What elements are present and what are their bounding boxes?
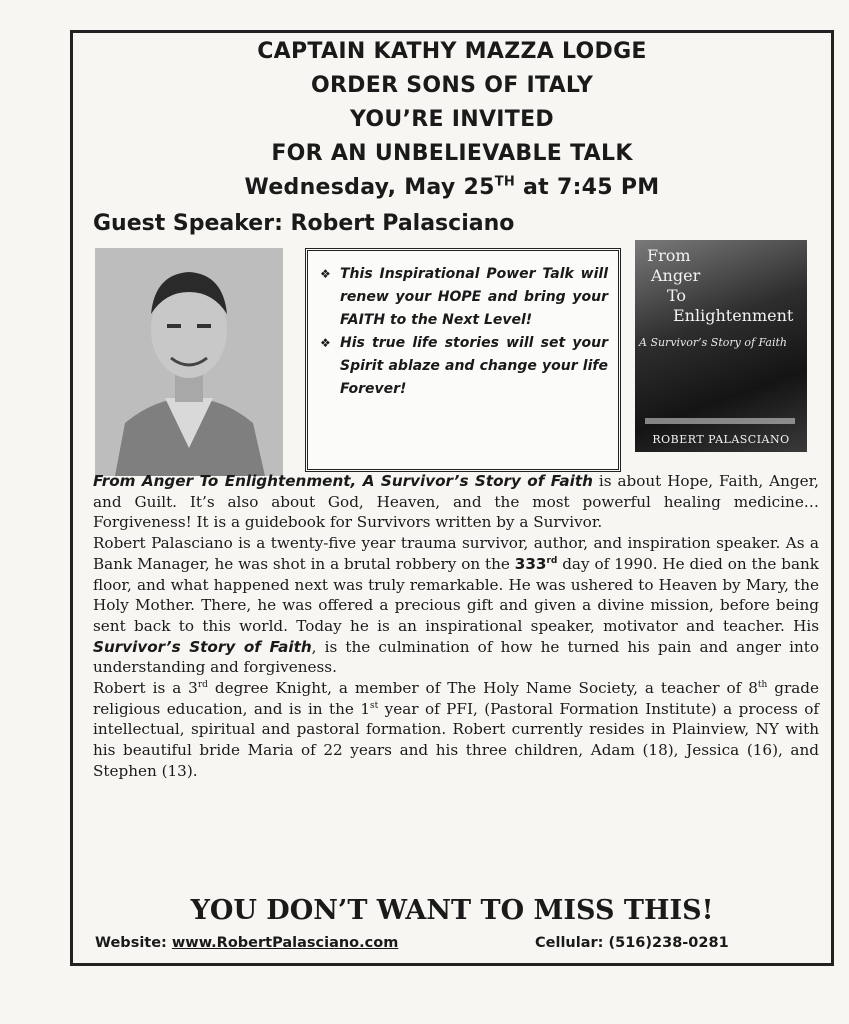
event-date: Wednesday, May 25TH at 7:45 PM bbox=[244, 174, 660, 200]
cellular-number: Cellular: (516)238-0281 bbox=[535, 935, 729, 951]
footer bbox=[95, 935, 815, 951]
order-name: ORDER SONS OF ITALY bbox=[310, 73, 594, 98]
callout-bullet: ❖ This Inspirational Power Talk will renew your HOPE and bring your FAITH to the Next Level! bbox=[320, 263, 608, 332]
website-label: Website: bbox=[95, 935, 172, 951]
paragraph-roles: Robert is a 3rd degree Knight, a member of The Holy Name Society, a teacher of 8th grade religious education, and is in the 1st year of PFI, (Pastoral Formation Institute) a process of intellectual, spiritual and pastoral formation. Robert currently resides in Plainview, NY with his beautiful bride Maria of 22 years and his three children, Adam (18), Jessica (16), and Stephen (13). bbox=[93, 679, 819, 780]
call-to-action: YOU DON’T WANT TO MISS THIS! bbox=[190, 895, 714, 926]
flyer-frame bbox=[70, 30, 834, 966]
book-cover bbox=[635, 240, 807, 452]
guest-speaker: Guest Speaker: Robert Palasciano bbox=[93, 211, 515, 236]
description-text bbox=[93, 471, 819, 782]
book-subtitle: A Survivor’s Story of Faith bbox=[639, 336, 787, 349]
speaker-portrait-icon bbox=[95, 248, 283, 476]
lodge-name: CAPTAIN KATHY MAZZA LODGE bbox=[257, 39, 647, 64]
diamond-bullet-icon: ❖ bbox=[320, 267, 331, 281]
paragraph-bio: Robert Palasciano is a twenty-five year trauma survivor, author, and inspiration speaker. As a Bank Manager, he was shot in a brutal robbery on the 333rd day of 1990. He died on the bank floor, and what happened next was truly remarkable. He was ushered to Heaven by Mary, the Holy Mother. There, he was offered a precious gift and given a divine mission, before being sent back to this world. Today he is an inspirational speaker, motivator and teacher. His Survivor’s Story of Faith, is the culmination of how he turned his pain and anger into understanding and forgiveness. bbox=[93, 534, 819, 677]
book-author: ROBERT PALASCIANO bbox=[652, 433, 790, 446]
callout-box bbox=[305, 248, 621, 472]
website-link[interactable]: www.RobertPalasciano.com bbox=[171, 935, 399, 951]
book-tagline-bar bbox=[645, 418, 795, 424]
callout-bullet: ❖ His true life stories will set your Spirit ablaze and change your life Forever! bbox=[320, 332, 608, 401]
speaker-photo bbox=[95, 248, 283, 476]
talk-line: FOR AN UNBELIEVABLE TALK bbox=[271, 141, 633, 166]
book-title: From Anger To Enlightenment bbox=[647, 246, 794, 325]
diamond-bullet-icon: ❖ bbox=[320, 336, 331, 350]
invite-line: YOU’RE INVITED bbox=[349, 107, 554, 132]
paragraph-book: From Anger To Enlightenment, A Survivor’s Story of Faith is about Hope, Faith, Anger, and Guilt. It’s also about God, Heaven, and the most powerful healing medicine…Forgiveness! It is a guidebook for Survivors written by a Survivor. bbox=[93, 472, 819, 532]
